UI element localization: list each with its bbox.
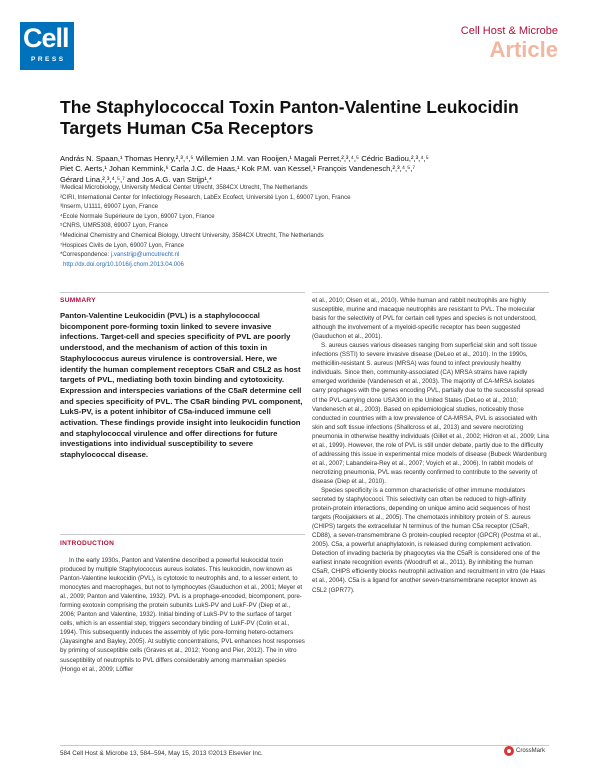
crossmark-label: CrossMark bbox=[516, 748, 546, 754]
summary-text: Panton-Valentine Leukocidin (PVL) is a staphylococcal bicomponent pore-forming toxin linked to severe invasive infections. Target-cell and species specificity of PVL are poorly understood, and the mechanism of action of this toxin in Staphylococcus aureus virulence is controversial. Here, we identify the human complement receptors C5aR and C5L2 as host targets of PVL, mediating both toxin binding and cytotoxicity. Expression and interspecies variations of the C5aR determine cell and species specificity of PVL. The C5aR binding PVL component, LukS-PV, is a potent inhibitor of C5a-induced immune cell activation. These findings provide insight into leukocidin function and staphylococcal virulence and offer directions for future investigations into individual susceptibility to severe staphylococcal disease. bbox=[60, 311, 303, 460]
affiliation: ²CIRI, International Center for Infectiology Research, LabEx Ecofect, Université Lyon 1, 69007 Lyon, France bbox=[60, 193, 351, 201]
affiliation: ⁷Hospices Civils de Lyon, 69007 Lyon, France bbox=[60, 241, 185, 249]
divider bbox=[60, 534, 305, 535]
cell-press-logo bbox=[20, 22, 74, 70]
correspondence-label: *Correspondence: bbox=[60, 251, 111, 259]
author-list bbox=[60, 154, 550, 185]
crossmark-icon bbox=[504, 746, 514, 756]
affiliation: ¹Medical Microbiology, University Medical Center Utrecht, 3584CX Utrecht, The Netherlands bbox=[60, 184, 308, 191]
correspondence-email-link[interactable]: j.vanstrijp@umcutrecht.nl bbox=[110, 251, 180, 259]
divider bbox=[312, 292, 549, 293]
introduction-heading: INTRODUCTION bbox=[60, 540, 115, 547]
right-column bbox=[312, 296, 549, 595]
affiliation-list bbox=[60, 183, 550, 269]
affiliation: ⁴Ecole Normale Supérieure de Lyon, 69007 Lyon, France bbox=[60, 212, 215, 220]
journal-name: Cell Host & Microbe bbox=[460, 25, 558, 37]
introduction-text: In the early 1930s, Panton and Valentine described a powerful leukocidal toxin produced by multiple Staphylococcus aureus isolates. This leukocidin, now known as Panton-Valentine leukocidin (PVL), is cytotoxic to neutrophils and, to a lesser extent, to monocytes and macrophages, but not to lymphocytes (Gauduchon et al., 2001; Meyer et al., 2009; Panton and Valentine, 1932). PVL is a prophage-encoded, bicomponent, pore-forming exotoxin comprising the protein subunits LukS-PV and LukF-PV (Diep et al., 2006; Panton and Valentine, 1932). Initial binding of LukS-PV to the surface of target cells, which is an essential step, triggers secondary binding of LukF-PV (Colin et al., 1994). This subsequently induces the assembly of lytic pore-forming hetero-octamers (Jayasinghe and Bayley, 2005). At sublytic concentrations, PVL enhances host responses by priming of susceptible cells (Graves et al., 2012; Yoong and Pier, 2012). The in vitro susceptibility of neutrophils to PVL differs considerably among mammalian species (Hongo et al., 2009; Löffler bbox=[60, 557, 305, 673]
doi-link[interactable]: http://dx.doi.org/10.1016/j.chom.2013.04.006 bbox=[63, 260, 184, 268]
crossmark-badge[interactable] bbox=[504, 746, 545, 756]
divider bbox=[60, 292, 305, 293]
affiliation: ⁵CNRS, UMR5308, 69007 Lyon, France bbox=[60, 222, 168, 230]
logo-text: Cell bbox=[23, 23, 69, 53]
correspondence bbox=[60, 250, 550, 260]
author-line: András N. Spaan,¹ Thomas Henry,²,³,⁴,⁵ Willemien J.M. van Rooijen,¹ Magali Perret,²,³,⁴,⁵ Cédric Badiou,²,³,⁴,⁵ bbox=[60, 154, 429, 163]
affiliation: ⁶Medicinal Chemistry and Chemical Biology, Utrecht University, 3584CX Utrecht, The Netherlands bbox=[60, 231, 324, 239]
article-type: Article bbox=[489, 37, 558, 62]
paper-title: The Staphylococcal Toxin Panton-Valentine Leukocidin Targets Human C5a Receptors bbox=[60, 97, 519, 138]
page-footer: 584 Cell Host & Microbe 13, 584–594, May 15, 2013 ©2013 Elsevier Inc. bbox=[60, 750, 263, 757]
author-line: Gérard Lina,²,³,⁴,⁵,⁷ and Jos A.G. van Strijp¹,* bbox=[60, 174, 212, 184]
logo-subtext: PRESS bbox=[31, 56, 66, 63]
paragraph: Species specificity is a common characteristic of other immune modulators secreted by staphylococci. This selectivity can often be reduced to high-affinity protein-protein interactions, depending on unique amino acid sequences of host targets (Rooijakkers et al., 2005). The chemotaxis inhibitory protein of S. aureus (CHIPS) targets the extracellular N terminus of the human C5a receptor (C5aR, CD88), a seven-transmembrane G protein-coupled receptor (GPCR) (Postma et al., 2005). C5a, a powerful anaphylatoxin, is released during complement activation. Detection of invading bacteria by phagocytes via the C5aR is considered one of the earliest innate recognition events (Woodruff et al., 2011). By inhibiting the human C5aR, CHIPS efficiently blocks neutrophil activation and recruitment in vitro (de Haas et al., 2004). C5a is a ligand for another seven-transmembrane receptor known as C5L2 (GPR77). bbox=[312, 486, 546, 594]
paragraph: S. aureus causes various diseases ranging from superficial skin and soft tissue infections (SSTI) to severe invasive disease (DeLeo et al., 2010). In the 1990s, methicillin-resistant S. aureus (MRSA) was found to infect previously healthy individuals. Since then, community-associated (CA) MRSA strains have rapidly emerged worldwide (Vandenesch et al., 2003). The majority of CA-MRSA isolates carry prophages with the genes encoding PVL, partially due to the successful spread of the PVL-carrying clone USA300 in the United States (DeLeo et al., 2010; Vandenesch et al., 2003). Based on epidemiological studies, noticeably those conducted in countries with a low prevalence of CA-MRSA, PVL is associated with skin and soft tissue infections (Shallcross et al., 2013) and severe necrotizing pneumonia in otherwise healthy individuals (Gillet et al., 2002; Hidron et al., 2009; Lina et al., 1999). However, the role of PVL is still under debate, partly due to the difficulty of addressing this issue in experimental mice models of disease (Bubeck Wardenburg et al., 2007; Labandeira-Rey et al., 2007; Voyich et al., 2006). In rabbit models of necrotizing pneumonia, PVL was recently confirmed to contribute to the severity of disease (Diep et al., 2010). bbox=[312, 342, 549, 485]
affiliation: ³Inserm, U1111, 69007 Lyon, France bbox=[60, 203, 159, 211]
author-line: Piet C. Aerts,¹ Johan Kemmink,⁶ Carla J.C. de Haas,¹ Kok P.M. van Kessel,¹ François Vandenesch,²,³,⁴,⁵,⁷ bbox=[60, 164, 416, 174]
paragraph: et al., 2010; Olsen et al., 2010). While human and rabbit neutrophils are highly susceptible, murine and macaque neutrophils are resistant to PVL. The molecular basis for the selectivity of PVL for certain cell types and species is not understood, although the involvement of a myeloid-specific receptor has been suggested (Gauduchon et al., 2001). bbox=[312, 297, 537, 341]
summary-heading: SUMMARY bbox=[60, 297, 96, 304]
footer-divider bbox=[60, 745, 549, 746]
